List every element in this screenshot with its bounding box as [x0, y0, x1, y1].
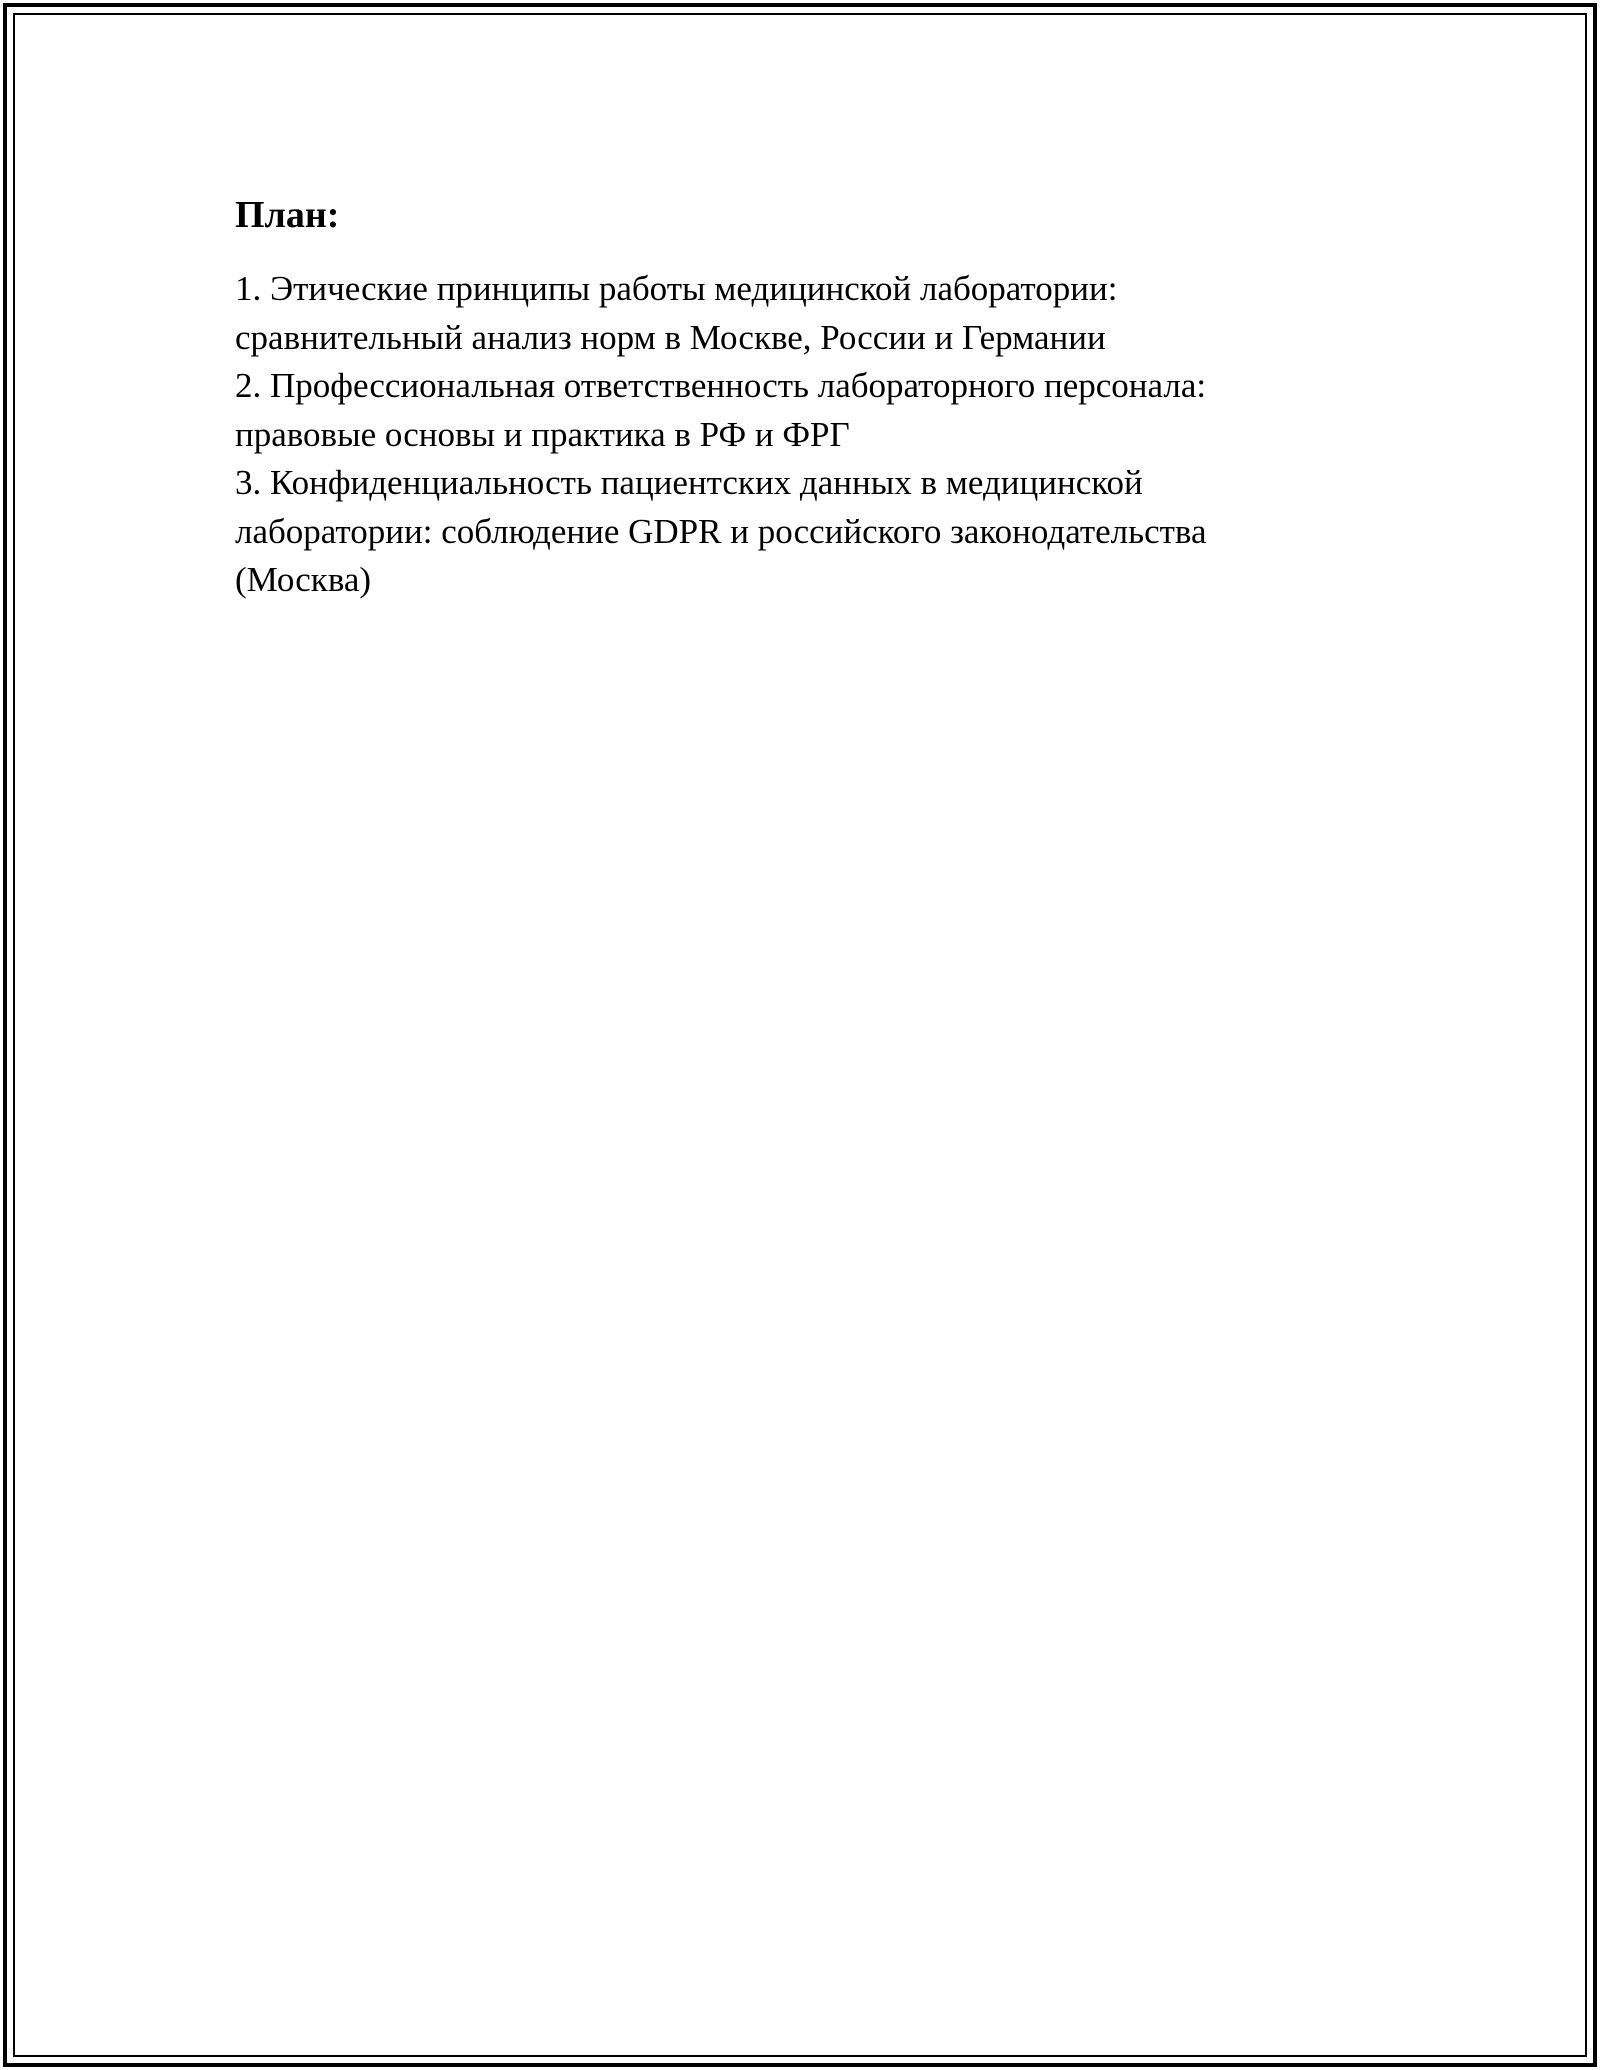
plan-item-1-line-2: сравнительный анализ норм в Москве, России и Германии [235, 317, 1106, 357]
plan-list [235, 265, 1355, 605]
plan-item-2-line-2: правовые основы и практика в РФ и ФРГ [235, 414, 850, 454]
plan-item-1 [235, 265, 1355, 362]
plan-item-1-line-1: 1. Этические принципы работы медицинской лаборатории: [235, 269, 1118, 308]
plan-heading: План: [235, 194, 340, 236]
plan-item-3 [235, 459, 1355, 605]
document-content [235, 185, 1355, 605]
plan-item-2 [235, 362, 1355, 459]
plan-item-3-line-3: (Москва) [235, 560, 372, 599]
plan-item-3-line-1: 3. Конфиденциальность пациентских данных в медицинской [235, 463, 1143, 502]
plan-item-3-line-2: лаборатории: соблюдение GDPR и российского законодательства [235, 511, 1207, 551]
plan-item-2-line-1: 2. Профессиональная ответственность лабораторного персонала: [235, 366, 1207, 405]
